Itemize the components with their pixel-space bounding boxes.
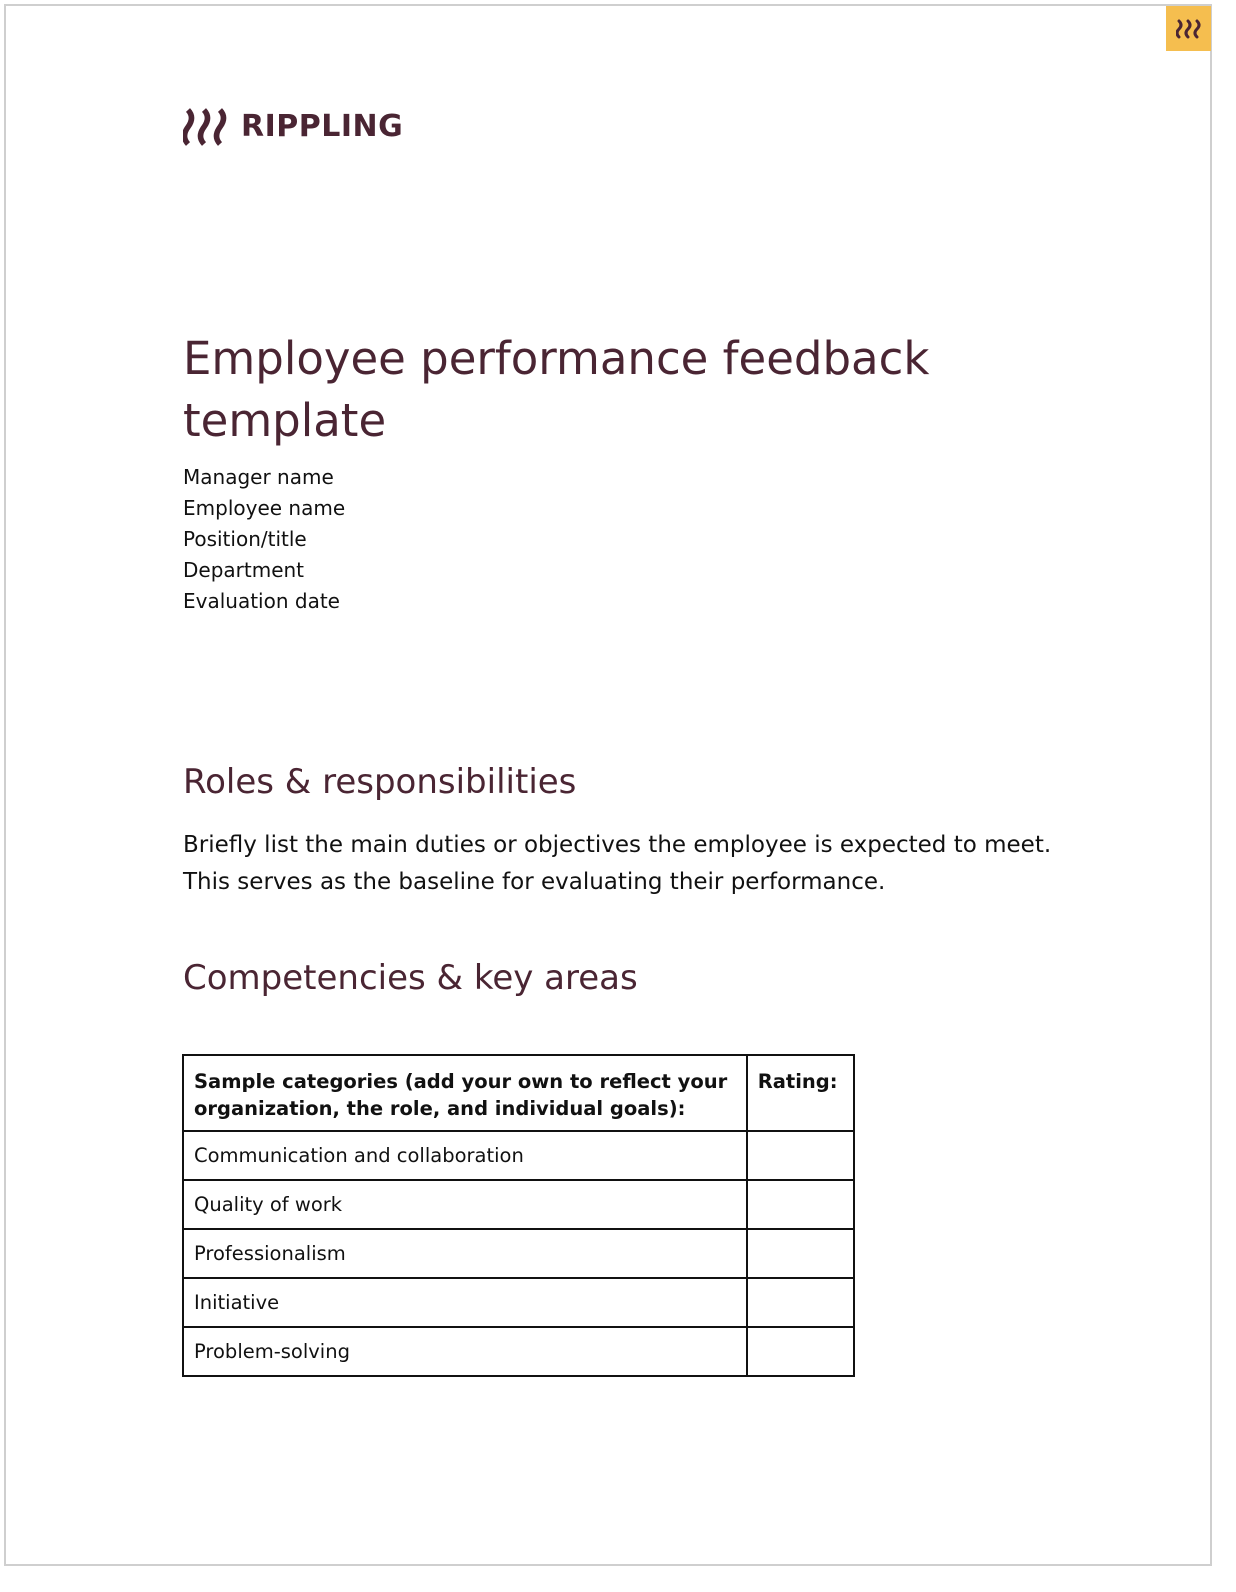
table-row	[183, 1131, 854, 1180]
brand-wordmark: RIPPLING	[241, 109, 404, 144]
category-cell: Problem-solving	[183, 1327, 747, 1376]
table-row	[183, 1180, 854, 1229]
rating-cell	[747, 1131, 854, 1180]
rating-cell	[747, 1229, 854, 1278]
employee-info-fields	[183, 462, 345, 617]
category-cell: Professionalism	[183, 1229, 747, 1278]
rating-column-header: Rating:	[747, 1055, 854, 1131]
rippling-logo-icon	[183, 108, 229, 146]
field-evaluation-date: Evaluation date	[183, 589, 340, 613]
rating-cell	[747, 1180, 854, 1229]
field-manager-name: Manager name	[183, 465, 334, 489]
field-department: Department	[183, 558, 305, 582]
category-cell: Quality of work	[183, 1180, 747, 1229]
table-row	[183, 1327, 854, 1376]
category-column-header: Sample categories (add your own to reflect your organization, the role, and individual goals):	[183, 1055, 747, 1131]
page-title: Employee performance feedback template	[183, 332, 930, 447]
table-row	[183, 1229, 854, 1278]
corner-logo-badge	[1166, 6, 1211, 51]
roles-description: Briefly list the main duties or objectives the employee is expected to meet. This serves as the baseline for evaluating their performance.	[183, 832, 1052, 895]
rating-cell	[747, 1278, 854, 1327]
roles-heading: Roles & responsibilities	[183, 762, 577, 802]
category-cell: Communication and collaboration	[183, 1131, 747, 1180]
category-cell: Initiative	[183, 1278, 747, 1327]
table-header-row	[183, 1055, 854, 1131]
rippling-logo-icon	[1176, 19, 1202, 39]
competencies-heading: Competencies & key areas	[183, 958, 638, 998]
field-employee-name: Employee name	[183, 496, 346, 520]
rating-cell	[747, 1327, 854, 1376]
competency-table	[182, 1054, 855, 1377]
brand-header	[183, 108, 403, 146]
field-position-title: Position/title	[183, 527, 307, 551]
table-row	[183, 1278, 854, 1327]
